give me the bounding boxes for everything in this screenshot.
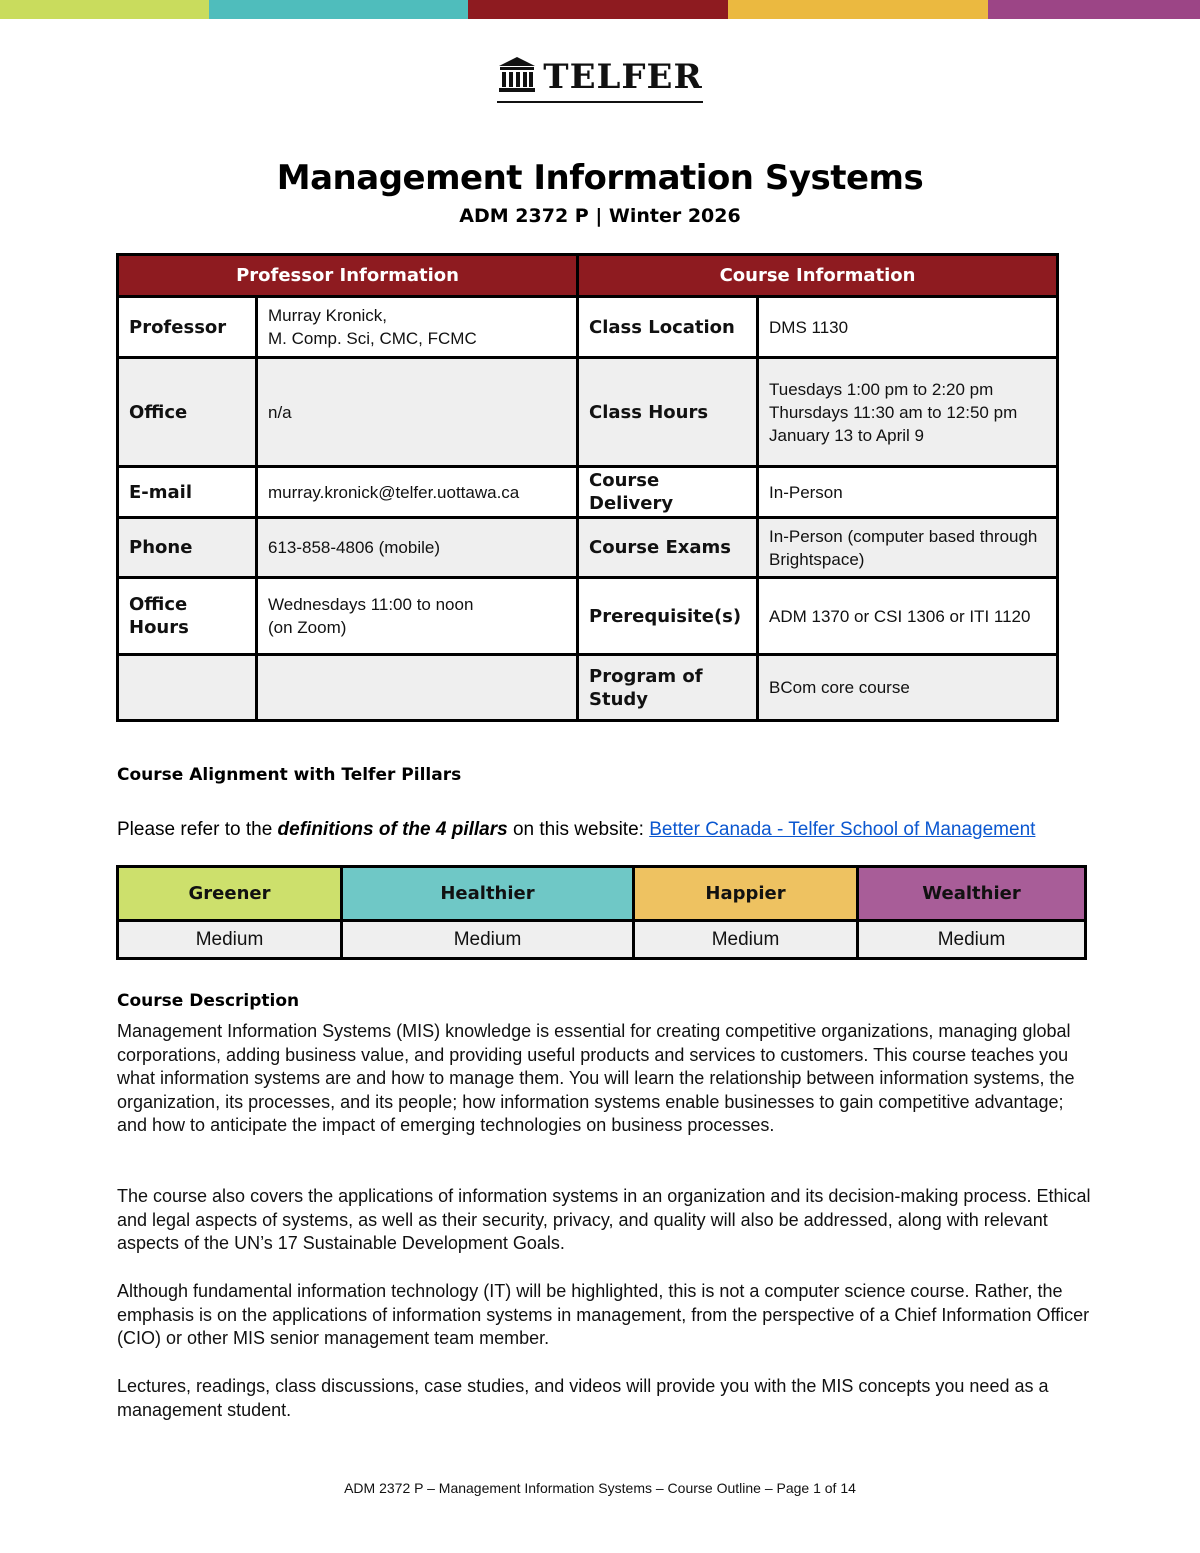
program-of-study-label: Program of Study [578, 655, 758, 721]
course-exams-value: In-Person (computer based through Brightspace) [758, 518, 1058, 578]
description-paragraph-4: Lectures, readings, class discussions, case studies, and videos will provide you with the MIS concepts you need as a management student. [117, 1376, 1049, 1420]
pillar-healthier: Healthier [342, 867, 634, 921]
stripe-green [0, 0, 209, 19]
description-paragraph-2: The course also covers the applications of information systems in an organization and its decision-making process. Ethical and legal aspects of systems, as well as their security, privacy, and quality will also be addressed, along with relevant aspects of the UN’s 17 Sustainable Development Goals. [117, 1186, 1091, 1254]
prerequisites-label: Prerequisite(s) [578, 578, 758, 655]
alignment-heading: Course Alignment with Telfer Pillars [117, 765, 462, 785]
stripe-red [468, 0, 728, 19]
description-paragraph-1: Management Information Systems (MIS) knowledge is essential for creating competitive organizations, managing global corporations, adding business value, and providing useful products and services to customers. This course teaches you what information systems are and how to manage them. You will learn the relationship between information systems, the organization, its processes, and its people; how information systems enable businesses to gain competitive advantage; and how to anticipate the impact of emerging technologies on business processes. [117, 1021, 1075, 1136]
pillar-happier-value: Medium [634, 921, 858, 959]
empty-cell [257, 655, 578, 721]
page-title: Management Information Systems [276, 158, 924, 198]
color-stripe [0, 0, 1200, 19]
page-footer: ADM 2372 P – Management Information Systems – Course Outline – Page 1 of 14 [344, 1480, 856, 1496]
stripe-purple [988, 0, 1200, 19]
pillar-greener-value: Medium [118, 921, 342, 959]
office-hours-label: Office Hours [118, 578, 257, 655]
stripe-yellow [728, 0, 988, 19]
empty-cell [118, 655, 257, 721]
description-paragraph-3: Although fundamental information technology (IT) will be highlighted, this is not a computer science course. Rather, the emphasis is on the applications of information systems in management, from the perspective of a Chief Information Officer (CIO) or other MIS senior management team member. [117, 1281, 1090, 1349]
description-heading: Course Description [117, 991, 300, 1011]
professor-info-header: Professor Information [118, 255, 578, 297]
program-of-study-value: BCom core course [758, 655, 1058, 721]
phone-value: 613-858-4806 (mobile) [257, 518, 578, 578]
course-info-table [116, 253, 1059, 722]
pillar-happier: Happier [634, 867, 858, 921]
pillar-wealthier: Wealthier [858, 867, 1086, 921]
course-delivery-label: Course Delivery [578, 467, 758, 518]
better-canada-link[interactable]: Better Canada - Telfer School of Management [649, 819, 1036, 840]
building-icon [497, 54, 537, 99]
stripe-teal [209, 0, 468, 19]
email-value[interactable]: murray.kronick@telfer.uottawa.ca [257, 467, 578, 518]
course-info-header: Course Information [578, 255, 1058, 297]
telfer-logo [0, 54, 1200, 103]
office-value: n/a [257, 358, 578, 467]
email-label: E-mail [118, 467, 257, 518]
class-location-value: DMS 1130 [758, 297, 1058, 358]
logo-wordmark: TELFER [543, 56, 703, 97]
professor-value: Murray Kronick, M. Comp. Sci, CMC, FCMC [257, 297, 578, 358]
class-hours-value: Tuesdays 1:00 pm to 2:20 pm Thursdays 11:30 am to 12:50 pm January 13 to April 9 [758, 358, 1058, 467]
course-code-term: ADM 2372 P | Winter 2026 [459, 205, 741, 227]
phone-label: Phone [118, 518, 257, 578]
class-location-label: Class Location [578, 297, 758, 358]
pillars-reference: Please refer to the definitions of the 4 pillars on this website: Better Canada - Telfer School of Management [117, 819, 1036, 840]
office-hours-value: Wednesdays 11:00 to noon (on Zoom) [257, 578, 578, 655]
pillar-greener: Greener [118, 867, 342, 921]
pillars-table [116, 865, 1087, 960]
prerequisites-value: ADM 1370 or CSI 1306 or ITI 1120 [758, 578, 1058, 655]
pillar-healthier-value: Medium [342, 921, 634, 959]
professor-label: Professor [118, 297, 257, 358]
course-delivery-value: In-Person [758, 467, 1058, 518]
office-label: Office [118, 358, 257, 467]
class-hours-label: Class Hours [578, 358, 758, 467]
pillar-wealthier-value: Medium [858, 921, 1086, 959]
pillars-definition-emphasis: definitions of the 4 pillars [277, 819, 508, 840]
course-exams-label: Course Exams [578, 518, 758, 578]
